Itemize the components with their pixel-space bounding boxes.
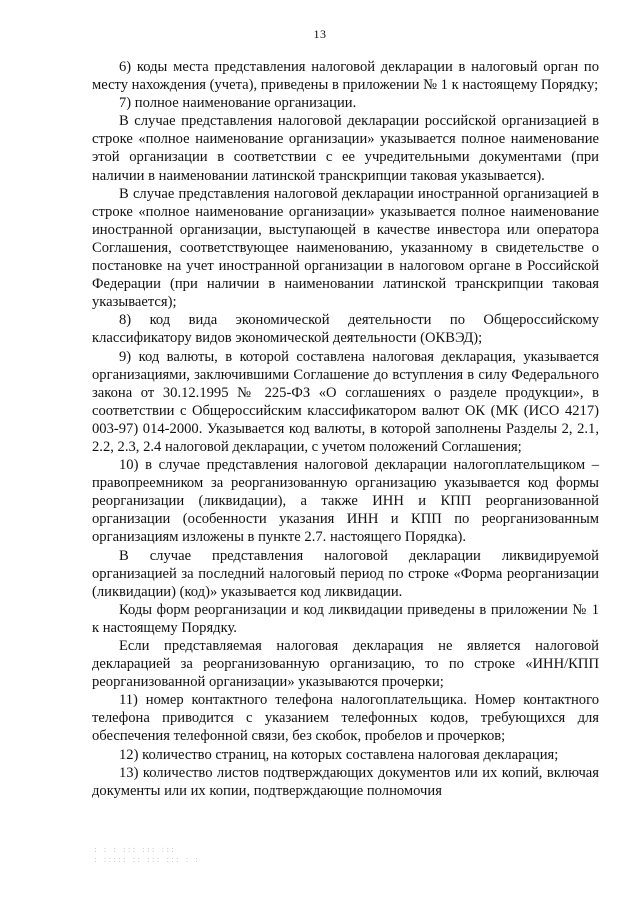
document-body [92, 58, 599, 800]
paragraph-dashes: Если представляемая налоговая декларация не является налоговой декларацией за реорганизованную организацию, то по строке «ИНН/КПП реорганизованной организации» указываются прочерки; [92, 638, 599, 691]
footer-stamp-line-1: : : : ::: ::: ::: [93, 845, 175, 854]
paragraph-reorganization-codes: Коды форм реорганизации и код ликвидации приведены в приложении № 1 к настоящему Порядку. [92, 601, 599, 636]
paragraph-item-13: 13) количество листов подтверждающих документов или их копий, включая документы или их копии, подтверждающие полномочия [92, 764, 599, 799]
paragraph-foreign-organization: В случае представления налоговой декларации иностранной организацией в строке «полное наименование организации» указывается полное наименование иностранной организации, выступающей в качестве инвестора или оператора Соглашения, соответствующее наименованию, указанному в свидетельстве о постановке на учет иностранной организации в налоговом органе в Российской Федерации (при наличии в наименовании латинской транскрипции таковая указывается); [92, 185, 599, 311]
paragraph-item-8: 8) код вида экономической деятельности по Общероссийскому классификатору видов экономической деятельности (ОКВЭД); [92, 312, 599, 347]
paragraph-item-10: 10) в случае представления налоговой декларации налогоплательщиком – правопреемником за реорганизованную организацию указывается код формы реорганизации (ликвидации), а также ИНН и КПП реорганизованной организации (особенности указания ИНН и КПП по реорганизованным организациям изложены в пункте 2.7. настоящего Порядка). [92, 457, 599, 546]
page-number: 13 [313, 27, 327, 41]
paragraph-item-11: 11) номер контактного телефона налогоплательщика. Номер контактного телефона приводится с указанием телефонных кодов, требующихся для обеспечения телефонной связи, без скобок, пробелов и прочерков; [92, 692, 599, 745]
paragraph-item-9: 9) код валюты, в которой составлена налоговая декларация, указывается организациями, заключившими Соглашение до вступления в силу Федерального закона от 30.12.1995 № 225-ФЗ «О соглашениях о разделе продукции», в соответствии с Общероссийским классификатором валют ОК (МК (ИСО 4217) 003-97) 014-2000. Указывается код валюты, в которой заполнены Разделы 2, 2.1, 2.2, 2.3, 2.4 налоговой декларации, с учетом положений Соглашения; [92, 348, 599, 455]
paragraph-liquidation: В случае представления налоговой декларации ликвидируемой организацией за последний налоговый период по строке «Форма реорганизации (ликвидации) (код)» указывается код ликвидации. [92, 547, 599, 600]
footer-stamp-line-2: : ::::: :: ::: ::: : : [93, 855, 199, 864]
paragraph-russian-organization: В случае представления налоговой декларации российской организацией в строке «полное наименование организации» указывается полное наименование этой организации в соответствии с ее учредительными документами (при наличии в наименовании латинской транскрипции таковая указывается). [92, 113, 599, 184]
footer-stamp [93, 845, 199, 865]
paragraph-item-12: 12) количество страниц, на которых составлена налоговая декларация; [119, 746, 559, 763]
paragraph-item-7: 7) полное наименование организации. [119, 95, 357, 112]
paragraph-item-6: 6) коды места представления налоговой декларации в налоговый орган по месту нахождения (учета), приведены в приложении № 1 к настоящему Порядку; [92, 59, 599, 94]
